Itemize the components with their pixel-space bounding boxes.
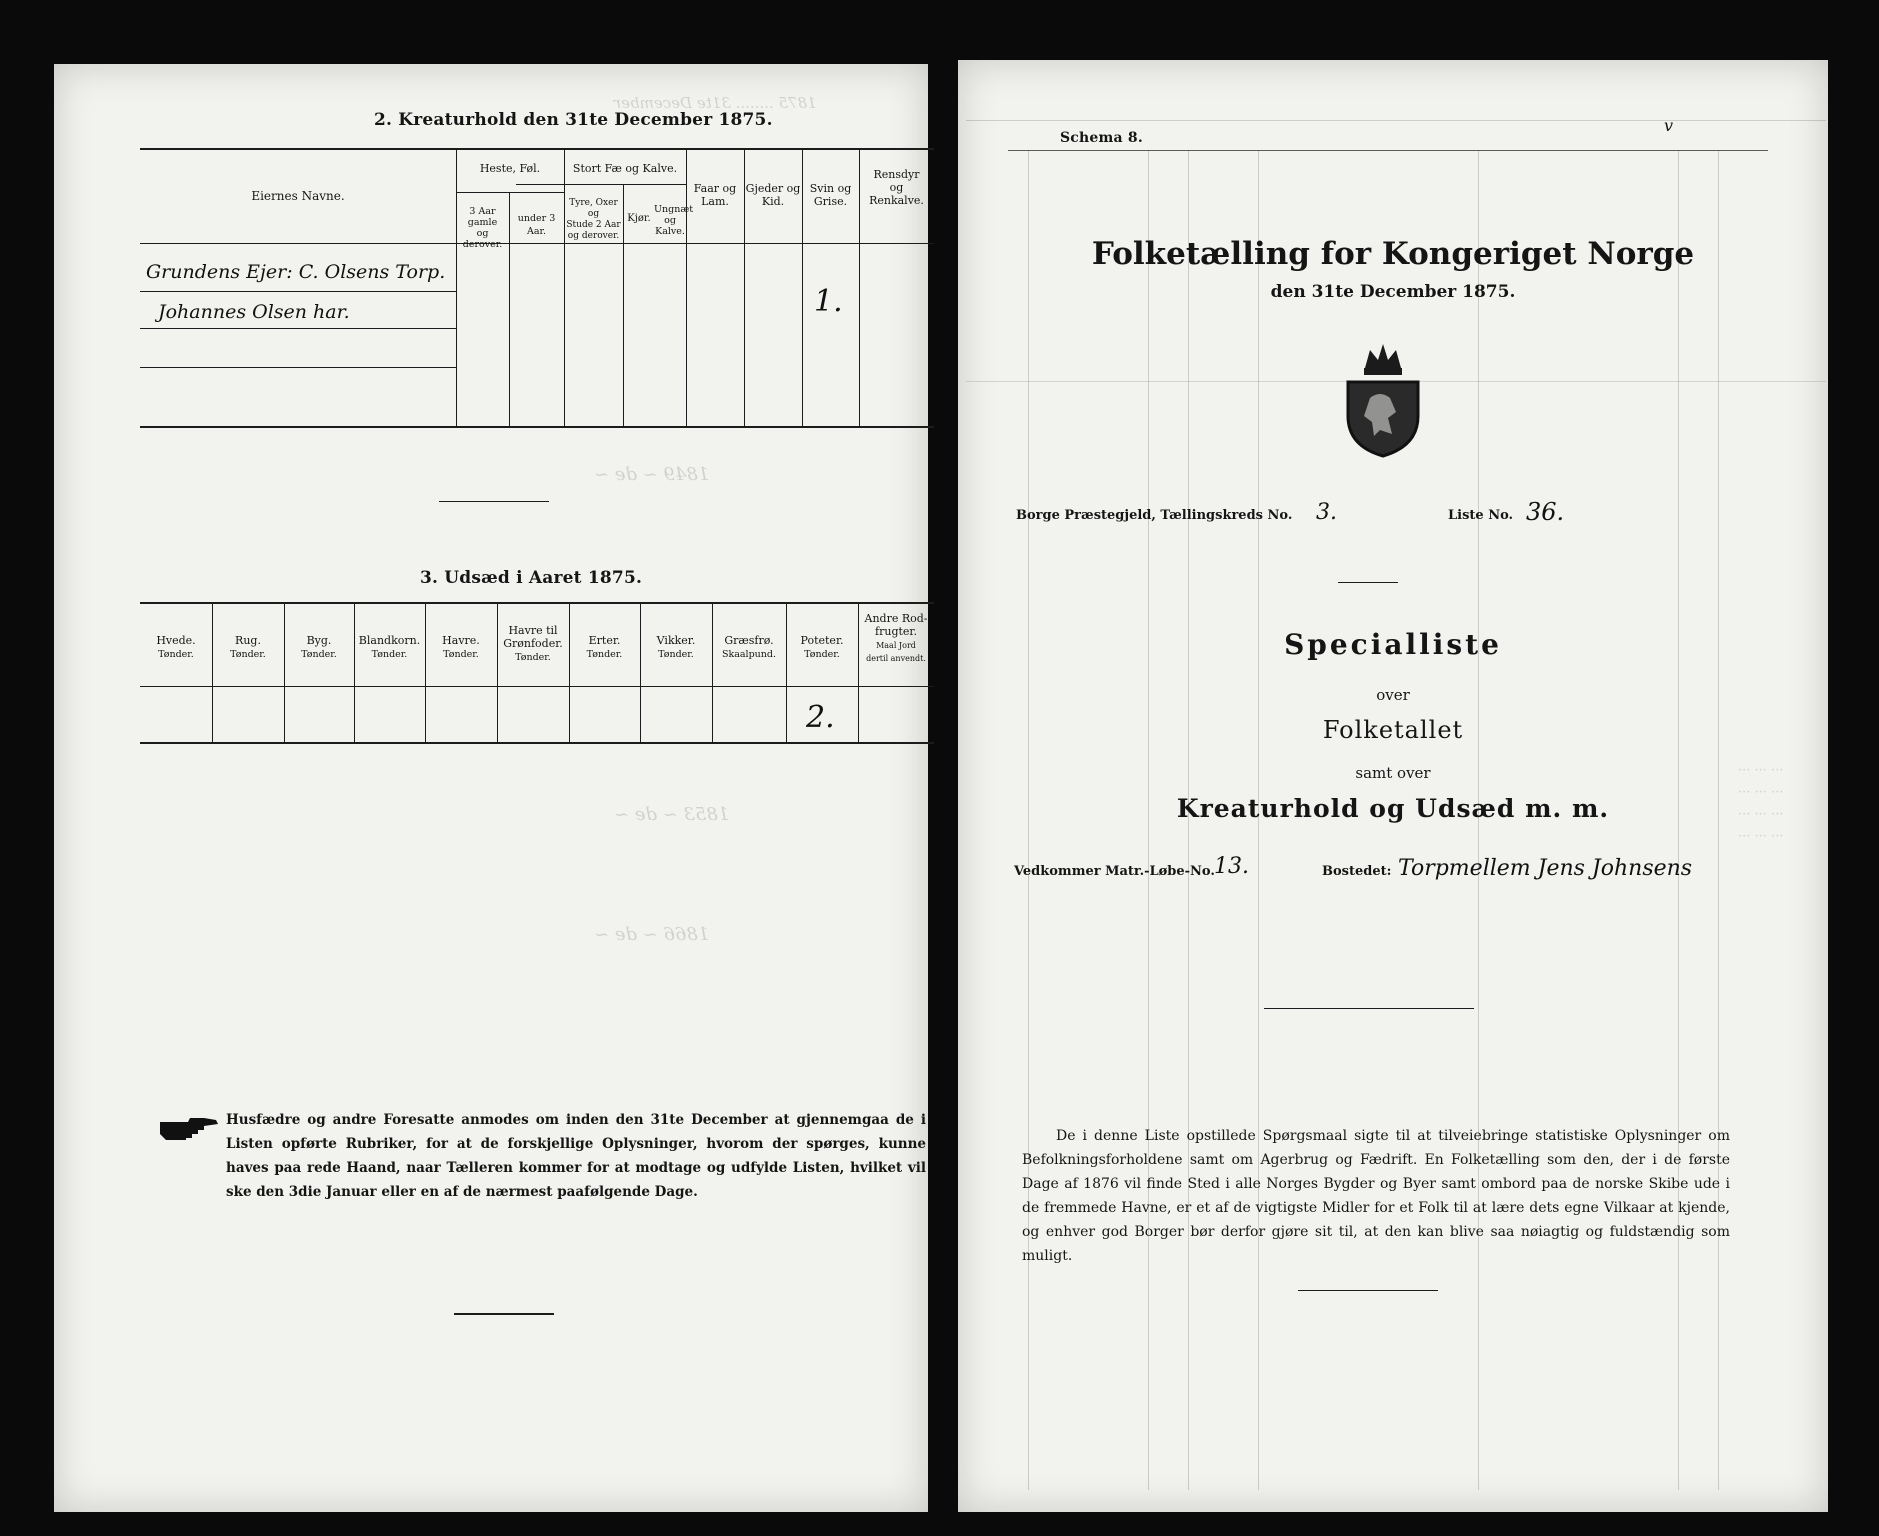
divider [1338,582,1398,583]
right-page [958,60,1828,1512]
crop-unit: Tønder. [804,649,840,660]
specialliste-heading: Specialliste [1284,628,1502,661]
crop-name: Havre til Grønfoder. [503,624,563,650]
crop-name: Poteter. [800,634,844,647]
cattle-header: Stort Fæ og Kalve. [572,162,678,175]
crop-name: Blandkorn. [358,634,421,647]
crop-name: Hvede. [156,634,196,647]
table-rule [140,742,934,744]
owner-row-2: Johannes Olsen har. [158,301,350,323]
owner-row-1: Grundens Ejer: C. Olsens Torp. [146,261,446,283]
table-col [284,602,285,742]
coat-of-arms-icon [1340,338,1426,460]
table-col [425,602,426,742]
bleed-through: 1875 ........ 31te December [614,94,817,112]
pigs-value: 1. [814,284,843,319]
crop-unit: Tønder. [158,649,194,660]
matr-label: Vedkommer Matr.-Løbe-No. [1014,864,1215,879]
horses-3plus-header: 3 Aar gamle og derover. [462,206,503,250]
matr-number: 13. [1214,854,1249,879]
list-label: Liste No. [1448,508,1514,523]
section-3-title: 3. Udsæd i Aaret 1875. [420,568,643,588]
crop-unit: Tønder. [658,649,694,660]
crop-name: Græsfrø. [724,634,774,647]
bleed-through: ··· ··· ··· ··· ··· ··· ··· ··· ··· ··· ··· ··· [1738,763,1784,844]
crop-unit: Skaalpund. [721,649,777,660]
owner-name-header: Eiernes Navne. [251,189,345,203]
crop-root-header [858,612,934,664]
over-text: over [1376,686,1410,704]
table-col [640,602,641,742]
potatoes-value: 2. [806,700,835,735]
table-col [569,602,570,742]
table-col [564,148,565,426]
crop-barley-header [284,634,354,661]
horses-header: Heste, Føl. [479,162,541,175]
crop-mixed-grain-header [354,634,425,661]
table-rule [516,184,686,185]
table-rule [140,148,934,150]
cattle-bulls-header: Tyre, Oxer og Stude 2 Aar og derover. [566,198,621,241]
crop-rye-header [212,634,284,661]
crop-green-oats-header [497,624,569,664]
crop-name: Vikker. [656,634,696,647]
divider [439,501,549,502]
table-rule [140,328,456,329]
table-rule [140,367,456,368]
table-rule [140,426,934,428]
crop-wheat-header [140,634,212,661]
book-spine [930,55,960,1515]
crop-unit: Tønder. [515,652,551,663]
crop-potatoes-header [786,634,858,661]
crop-vetch-header [640,634,712,661]
list-number: 36. [1526,498,1565,526]
crop-unit: Tønder. [443,649,479,660]
table-rule [140,243,934,244]
crop-peas-header [569,634,640,661]
section-2-title: 2. Kreaturhold den 31te December 1875. [374,110,773,130]
bleed-through: 1849 ~ de ~ [594,464,710,485]
notice-text: Husfædre og andre Foresatte anmodes om inden den 31te December at gjennemgaa de i Listen opførte Rubriker, for at de forskjellige Oplysninger, hvorom der spørges, kunne haves paa rede Haand, naar Tælleren kommer for at modtage og udfylde Listen, hvilket vil ske den 3die Januar eller en af de nærmest paafølgende Dage. [226,1112,926,1200]
divider [454,1313,554,1315]
district-number: 3. [1316,500,1337,525]
table-rule [140,602,934,604]
table-rule [140,686,934,687]
cattle-cows-header: Kjør. [627,213,651,224]
crop-unit: Tønder. [371,649,408,660]
table-col [712,602,713,742]
crop-oats-header [425,634,497,661]
crop-name: Erter. [588,634,621,647]
table-col [456,148,457,426]
bosted-label: Bostedet: [1322,864,1392,879]
crop-name: Byg. [306,634,332,647]
corner-mark: v [1664,116,1674,135]
kreaturhold-heading: Kreaturhold og Udsæd m. m. [1176,794,1610,823]
cattle-young-header: Ungnæt og Kalve. [654,204,694,237]
pointing-hand-icon [158,1112,220,1144]
purpose-paragraph: De i denne Liste opstillede Spørgsmaal sigte til at tilveiebringe statistiske Oplysninger om Befolkningsforholdene samt om Agerbrug og Fædrift. En Folketælling som den, der i de første Dage af 1876 vil finde Sted i alle Norges Bygder og Byer samt ombord paa de norske Skibe ude i de fremmede Havne, er et af de vigtigste Midler for et Folk til at lære dets egne Vilkaar at kjende, og enhver god Borger bør derfor gjøre sit til, at den kan blive saa nøiagtig og fuldstændig som muligt. [1022,1128,1730,1264]
samt-over-text: samt over [1355,764,1431,782]
crop-unit: Maal Jord dertil anvendt. [866,641,926,663]
header-rule [1008,150,1768,151]
sheep-header: Faar og Lam. [693,182,737,208]
pigs-header: Svin og Grise. [809,182,852,208]
table-col [354,602,355,742]
crop-unit: Tønder. [301,649,337,660]
crop-unit: Tønder. [586,649,623,660]
folketallet-heading: Folketallet [1322,716,1464,744]
goats-header: Gjeder og Kid. [745,182,801,208]
main-title: Folketælling for Kongeriget Norge [1091,236,1695,272]
crop-name: Havre. [442,634,480,647]
table-col [497,602,498,742]
bleed-through: 1866 ~ de ~ [594,924,710,945]
crop-grass-seed-header [712,634,786,661]
schema-label: Schema 8. [1060,130,1143,146]
divider [1264,1008,1474,1009]
main-subtitle: den 31te December 1875. [1270,282,1516,302]
horses-under3-header: under 3 Aar. [517,213,556,237]
crop-unit: Tønder. [230,649,266,660]
table-col [786,602,787,742]
crop-name: Andre Rod- frugter. [864,612,928,638]
table-rule [456,192,564,193]
bosted-value: Torpmellem Jens Johnsens [1398,856,1693,881]
reindeer-header: Rensdyr og Renkalve. [869,168,924,207]
table-rule [140,291,456,292]
left-page [54,64,928,1512]
parish-label: Borge Præstegjeld, Tællingskreds No. [1016,508,1293,523]
table-col [212,602,213,742]
bleed-through: 1853 ~ de ~ [614,804,730,825]
divider [1298,1290,1438,1291]
crop-name: Rug. [235,634,261,647]
